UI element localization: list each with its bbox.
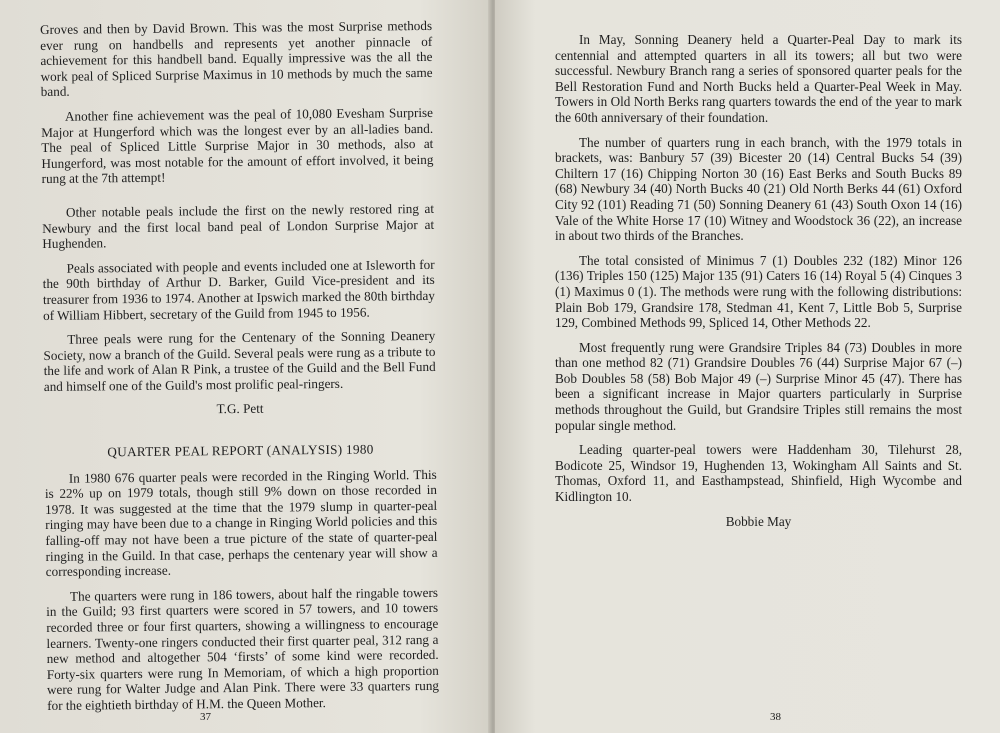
signature: Bobbie May <box>725 513 792 529</box>
page-number: 38 <box>770 711 781 723</box>
paragraph: In May, Sonning Deanery held a Quarter-Peal Day to mark its centennial and attempted quarters in all its towers; all but two were successful. Newbury Branch rang a series of sponsored quarter peals for the Bell Restoration Fund and North Bucks held a Quarter-Peal Week in May. Towers in Old North Berks rang quarters towards the end of the year to mark the 60th anniversary of their foundation. <box>555 32 962 125</box>
paragraph: Groves and then by David Brown. This was the most Surprise methods ever rung on handbells and represents yet another pinnacle of achievement for this handbell band. Equally impressive was the all the work peal of Spliced Surprise Maximus in 10 methods by much the same band. <box>40 17 433 100</box>
paragraph: The quarters were rung in 186 towers, about half the ringable towers in the Guild; 93 first quarters were scored in 57 towers, and 10 towers recorded three or four first quarters, showing a willingness to encourage learners. Twenty-one ringers conducted their first quarter peal, 312 rang a new method and altogether 504 ‘firsts’ of some kind were recorded. Forty-six quarters were rung In Memoriam, of which a high proportion were rung for Walter Judge and Alan Pink. There were 33 quarters rung for the eightieth birthday of H.M. the Queen Mother. <box>46 584 440 713</box>
page-number: 37 <box>200 711 211 723</box>
paragraph: Another fine achievement was the peal of 10,080 Evesham Surprise Major at Hungerford which was the longest ever by an all-ladies band. The peal of Spliced Little Surprise Major in 30 methods, also at Hungerford, was most notable for the amount of effort involved, it being rung at the 7th attempt! <box>41 104 434 187</box>
right-page <box>495 0 1000 733</box>
paragraph: The number of quarters rung in each branch, with the 1979 totals in brackets, was: Banbury 57 (39) Bicester 20 (14) Central Bucks 54 (39) Chiltern 17 (16) Chipping Norton 30 (16) East Berks and South Bucks 89 (68) Newbury 34 (40) North Bucks 40 (21) Old North Berks 44 (61) Oxford City 92 (101) Reading 71 (50) Sonning Deanery 61 (43) South Oxon 14 (16) Vale of the White Horse 17 (10) Witney and Woodstock 36 (22), an increase in about two thirds of the Branches. <box>555 134 962 244</box>
paragraph: The total consisted of Minimus 7 (1) Doubles 232 (182) Minor 126 (136) Triples 150 (125) Major 135 (91) Caters 16 (14) Royal 5 (4) Cinques 3 (1) Maximus 0 (1). The methods were rung with the following distributions: Plain Bob 179, Grandsire 178, Stedman 41, Kent 7, Little Bob 5, Surprise 129, Combined Methods 99, Spliced 14, Other Methods 22. <box>555 252 962 331</box>
paragraph: Peals associated with people and events included one at Isleworth for the 90th birthday of Arthur D. Barker, Guild Vice-president and its treasurer from 1936 to 1974. Another at Ipswich marked the 80th birthday of William Hibbert, secretary of the Guild from 1945 to 1956. <box>42 256 435 323</box>
signature: T.G. Pett <box>216 401 264 417</box>
paragraph: In 1980 676 quarter peals were recorded in the Ringing World. This is 22% up on 1979 totals, though still 9% down on those recorded in 1978. It was suggested at the time that the 1979 slump in quarter-peal ringing may have been due to a change in Ringing World policies and this falling-off may not have been a true picture of the state of quarter-peal ringing in the Guild. In that case, perhaps the centenary year will show a corresponding increase. <box>44 466 438 580</box>
left-page-text-column <box>40 18 439 723</box>
left-page <box>0 0 492 733</box>
section-heading: QUARTER PEAL REPORT (ANALYSIS) 1980 <box>107 441 374 460</box>
paragraph: Other notable peals include the first on the newly restored ring at Newbury and the first local band peal of London Surprise Major at Hughenden. <box>42 200 435 252</box>
paragraph: Three peals were rung for the Centenary of the Sonning Deanery Society, now a branch of the Guild. Several peals were rung as a tribute to the life and work of Alan R Pink, a trustee of the Guild and the Bell Fund and himself one of the Guild's most prolific peal-ringers. <box>43 327 436 394</box>
right-page-text-column <box>555 32 962 543</box>
paragraph: Most frequently rung were Grandsire Triples 84 (73) Doubles in more than one method 82 (71) Grandsire Doubles 76 (44) Surprise Major 67 (–) Bob Doubles 58 (58) Bob Major 49 (–) Surprise Minor 45 (47). There has been a significant increase in Major quarters particularly in Surprise methods throughout the Guild, but Grandsire Triples still remains the most popular single method. <box>555 339 962 433</box>
paragraph: Leading quarter-peal towers were Haddenham 30, Tilehurst 28, Bodicote 25, Windsor 19, Hughenden 13, Wokingham All Saints and St. Thomas, Oxford 11, and Easthampstead, Shinfield, High Wycombe and Kidlington 10. <box>555 442 962 505</box>
